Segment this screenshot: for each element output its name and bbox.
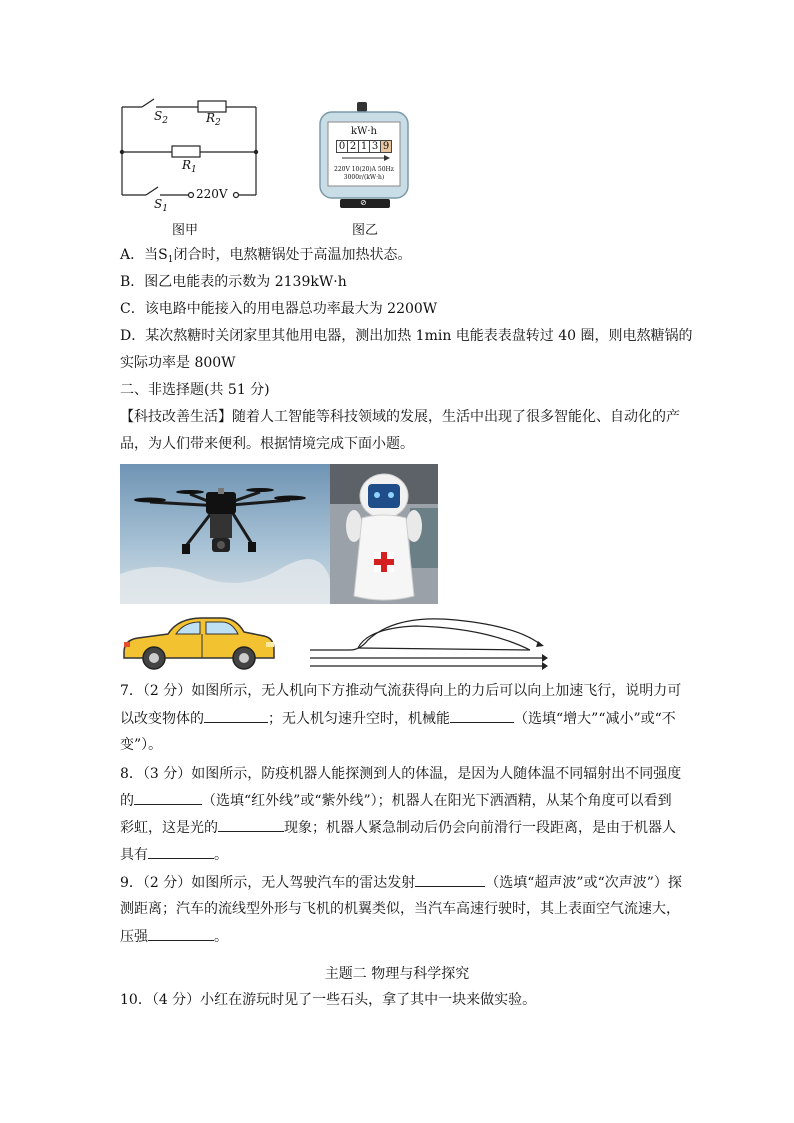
- answer-blank[interactable]: [148, 844, 214, 859]
- label-r2: $R_2$: [206, 111, 221, 128]
- meter-button-icon: ⊘: [360, 198, 367, 207]
- circuit-figure: [110, 95, 270, 215]
- q7-line-1: 7．（2 分）如图所示，无人机向下方推动气流获得向上的力后可以向上加速飞行，说明力可: [120, 683, 682, 699]
- car-illustration: [118, 612, 278, 674]
- circuit-diagram: [110, 95, 270, 215]
- topic-heading: 主题二 物理与科学探究: [324, 966, 470, 982]
- meter-body: [318, 100, 410, 212]
- option-a: A．当$S_1$闭合时，电熬糖锅处于高温加热状态。: [120, 247, 412, 265]
- q8-line-4: 具有 。: [120, 844, 228, 865]
- meter-unit: kW·h: [351, 126, 377, 137]
- meter-digits: [336, 140, 392, 153]
- q9-line-2: 测距离；汽车的流线型外形与飞机的机翼类似，当汽车高速行驶时，其上表面空气流速大，: [120, 901, 680, 917]
- option-d-cont: 实际功率是 800W: [120, 355, 236, 371]
- q8-line-3: 彩虹，这是光的 现象；机器人紧急制动后仍会向前滑行一段距离，是由于机器人: [120, 817, 676, 838]
- q7-line-3: 变”）。: [120, 737, 163, 753]
- section-title: 二、非选择题(共 51 分): [120, 382, 270, 398]
- caption-circuit: 图甲: [172, 223, 199, 238]
- q8-line-1: 8．（3 分）如图所示，防疫机器人能探测到人的体温，是因为人随体温不同辐射出不同强度: [120, 766, 682, 782]
- meter-digit: 3: [370, 140, 381, 153]
- meter-digit: 0: [336, 140, 348, 153]
- meter-digit: 1: [359, 140, 370, 153]
- answer-blank[interactable]: [148, 926, 214, 941]
- airflow-diagram: [306, 610, 550, 672]
- meter-spec: 220V 10(20)A 50Hz 3000r/(kW·h): [334, 166, 394, 181]
- caption-meter: 图乙: [352, 223, 379, 238]
- option-c: C．该电路中能接入的用电器总功率最大为 2200W: [120, 301, 438, 317]
- q7-line-2: 以改变物体的 ；无人机匀速升空时，机械能 （选填“增大”“减小”或“不: [120, 708, 676, 729]
- label-s2: $S_2$: [154, 109, 168, 126]
- energy-meter: [318, 100, 410, 212]
- q8-line-2: 的 （选填“红外线”或“紫外线”）；机器人在阳光下洒酒精，从某个角度可以看到: [120, 790, 672, 811]
- q9-line-1: 9．（2 分）如图所示，无人驾驶汽车的雷达发射 （选填“超声波”或“次声波”）探: [120, 872, 682, 893]
- meter-digit-decimal: 9: [381, 140, 392, 153]
- meter-digit: 2: [348, 140, 359, 153]
- option-b: B．图乙电能表的示数为 2139kW·h: [120, 274, 347, 290]
- answer-blank[interactable]: [415, 872, 485, 887]
- q9-line-3: 压强 。: [120, 926, 228, 947]
- label-s1: $S_1$: [154, 197, 168, 214]
- drone-photo: [120, 464, 330, 604]
- option-d: D．某次熬糖时关闭家里其他用电器，测出加热 1min 电能表表盘转过 40 圈，则电熬糖锅的: [120, 328, 693, 344]
- answer-blank[interactable]: [204, 708, 268, 723]
- label-voltage: 220V: [196, 187, 228, 201]
- q10-line-1: 10．（4 分）小红在游玩时见了一些石头，拿了其中一块来做实验。: [120, 992, 537, 1008]
- label-r1: $R_1$: [182, 158, 197, 175]
- intro-line-2: 品，为人们带来便利。根据情境完成下面小题。: [120, 436, 414, 452]
- answer-blank[interactable]: [450, 708, 514, 723]
- answer-blank[interactable]: [218, 817, 284, 832]
- answer-blank[interactable]: [134, 790, 202, 805]
- intro-line-1: 【科技改善生活】随着人工智能等科技领域的发展，生活中出现了很多智能化、自动化的产: [120, 409, 680, 425]
- robot-photo: [330, 464, 438, 604]
